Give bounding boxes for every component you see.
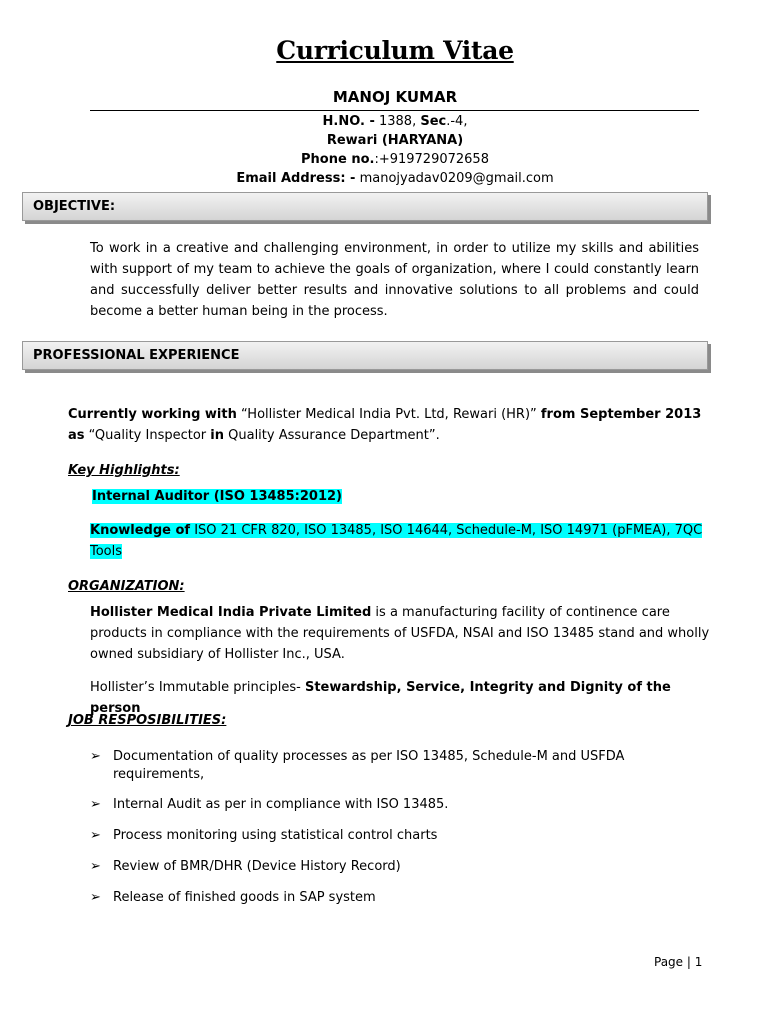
arrow-bullet-icon: ➢ (90, 859, 101, 874)
address-line (0, 112, 768, 131)
department-value: Quality Assurance Department”. (224, 428, 440, 443)
phone-line (0, 150, 768, 169)
current-role-line (68, 425, 708, 446)
principles-label: Hollister’s Immutable principles- (90, 680, 305, 695)
arrow-bullet-icon: ➢ (90, 828, 101, 843)
experience-heading: PROFESSIONAL EXPERIENCE (33, 348, 240, 363)
sec-value: .-4, (446, 114, 468, 129)
list-item (90, 858, 710, 876)
knowledge-tail: Tools (90, 544, 123, 559)
auditor-highlight (92, 486, 342, 507)
phone-label: Phone no. (301, 152, 375, 167)
list-item (90, 889, 710, 907)
arrow-bullet-icon: ➢ (90, 749, 101, 764)
list-item-text: Review of BMR/DHR (Device History Record) (113, 859, 401, 874)
knowledge-highlight (90, 520, 710, 562)
experience-section-header (22, 341, 708, 370)
list-item-text: Internal Audit as per in compliance with ISO 13485. (113, 797, 449, 812)
hno-label: H.NO. - (322, 114, 375, 129)
objective-section-header (22, 192, 708, 221)
header-divider (90, 110, 699, 111)
org-desc-line-1: is a manufacturing facility of continence care (371, 605, 670, 620)
list-item-text: Process monitoring using statistical control charts (113, 828, 438, 843)
objective-paragraph (90, 238, 699, 322)
principles-value: Stewardship, Service, Integrity and Dignity of the person (90, 680, 671, 716)
document-title: Curriculum Vitae (276, 36, 514, 65)
as-label: as (68, 428, 85, 443)
in-label: in (210, 428, 224, 443)
email-line (0, 169, 768, 188)
current-label: Currently working with (68, 407, 237, 422)
list-item (90, 796, 710, 814)
current-company: “Hollister Medical India Pvt. Ltd, Rewari (HR)” (236, 407, 541, 422)
hno-value: 1388, (374, 114, 421, 129)
sec-label: Sec (420, 114, 447, 129)
knowledge-value: ISO 21 CFR 820, ISO 13485, ISO 14644, Schedule-M, ISO 14971 (pFMEA), 7QC (190, 523, 703, 538)
from-date: from September 2013 (540, 407, 702, 422)
organization-heading: ORGANIZATION: (68, 579, 185, 594)
arrow-bullet-icon: ➢ (90, 890, 101, 905)
org-desc-line-3: owned subsidiary of Hollister Inc., USA. (90, 647, 345, 662)
candidate-name: MANOJ KUMAR (332, 88, 458, 106)
list-item (90, 748, 710, 784)
arrow-bullet-icon: ➢ (90, 797, 101, 812)
list-item (90, 827, 710, 845)
objective-heading: OBJECTIVE: (33, 199, 116, 214)
current-employment-line (68, 404, 708, 425)
company-name: Hollister Medical India Private Limited (90, 605, 372, 620)
phone-value: :+919729072658 (374, 152, 489, 167)
objective-last-line: become a better human being in the process. (90, 304, 388, 319)
email-label: Email Address: - (236, 171, 356, 186)
objective-body: To work in a creative and challenging environment, in order to utilize my skills and abilities with support of my team to achieve the goals of organization, where I could constantly learn and successfully deliver better results and innovative solutions to all problems and could (90, 241, 699, 298)
email-value: manojyadav0209@gmail.com (355, 171, 554, 186)
role-value: “Quality Inspector (84, 428, 211, 443)
job-responsibilities-heading: JOB RESPOSIBILITIES: (68, 713, 227, 728)
key-highlights-heading: Key Highlights: (68, 463, 180, 478)
city-line: Rewari (HARYANA) (326, 133, 464, 148)
organization-description (90, 602, 710, 665)
list-item-text: Documentation of quality processes as per ISO 13485, Schedule-M and USFDA requirements, (113, 749, 625, 782)
knowledge-label: Knowledge of (90, 523, 191, 538)
org-desc-line-2: products in compliance with the requirements of USFDA, NSAI and ISO 13485 stand and wholly (90, 626, 710, 641)
auditor-text: Internal Auditor (ISO 13485:2012) (92, 489, 342, 504)
page-number: Page | 1 (654, 955, 703, 969)
list-item-text: Release of finished goods in SAP system (113, 890, 376, 905)
